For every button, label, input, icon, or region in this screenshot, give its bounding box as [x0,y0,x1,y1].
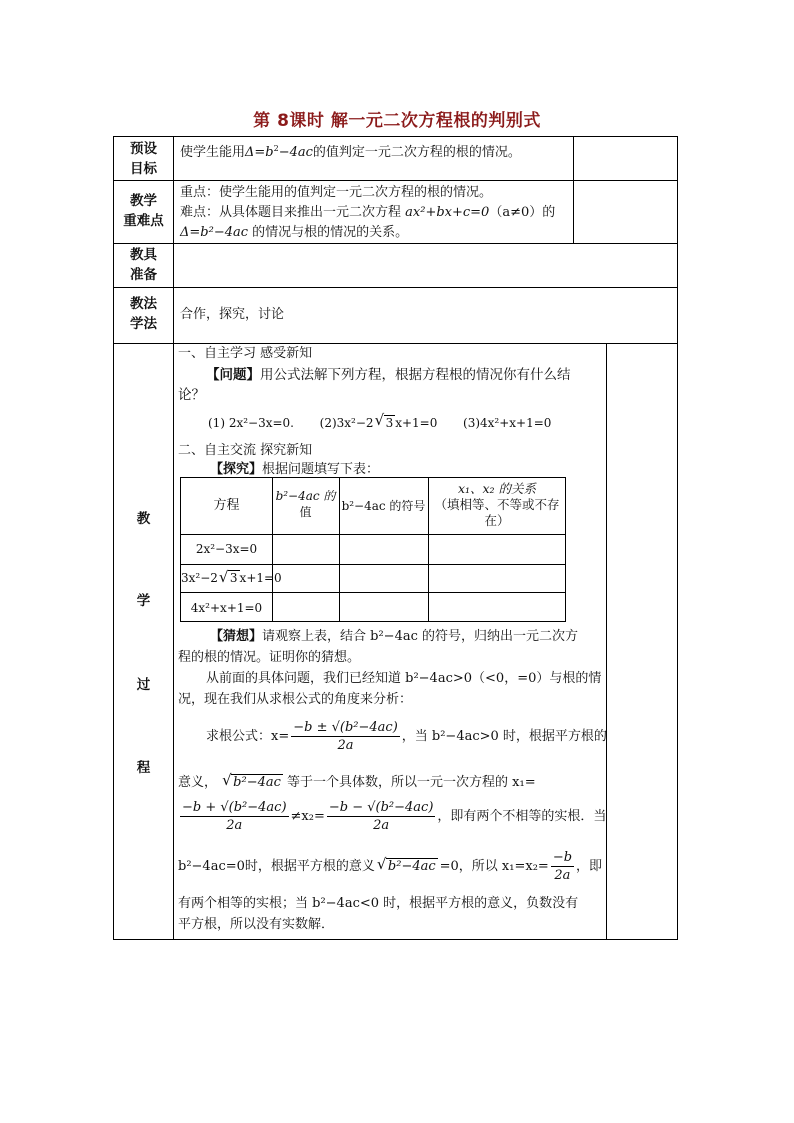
no-root-line: 有两个相等的实根；当 b²−4ac<0 时，根据平方根的意义，负数没有 [178,896,579,911]
table-row-equation-3: 4x²+x+1=0 [190,601,263,615]
section-explore: 二、自主交流 探究新知 [178,443,313,458]
guess-line: 【猜想】请观察上表，结合 b²−4ac 的符号，归纳出一元二次方 [210,629,579,644]
difficulty-line: 难点：从具体题目来推出一元二次方程 ax²+bx+c=0（a≠0）的 [180,205,556,220]
row-divider [181,564,565,565]
method-text: 合作，探究，讨论 [180,307,285,322]
header-equation: 方程 [213,498,240,513]
no-root-line-2: 平方根，所以没有实数解． [178,917,335,932]
key-point-line: 重点：使学生能用的值判定一元二次方程的根的情况。 [180,185,493,200]
goal-text: 使学生能用$\Delta=b^2-4ac$的值判定一元二次方程的根的情况。 [180,144,521,160]
question-line: 【问题】用公式法解下列方程，根据方程根的情况你有什么结 [206,367,571,383]
section-self-study: 一、自主学习 感受新知 [178,346,313,361]
table-row-equation-2: 3x²−2√ 3 x+1=0 [181,570,272,586]
question-line-2: 论？ [178,387,205,403]
explore-line: 【探究】根据问题填写下表： [210,462,380,477]
key-label: 教学 重难点 [123,193,164,229]
row-divider [181,592,565,593]
root-formula-line: 求根公式：x= $\frac{\text{−b ± √(b²−4ac)}}{2a}$ ，当 b²−4ac>0 时，根据平方根的 [206,720,607,753]
row-divider [114,180,677,181]
process-label-4: 程 [136,760,151,776]
header-roots-relation: x₁、x₂ 的关系 （填相等、不等或不存 在） [434,481,560,528]
analysis-line: 从前面的具体问题，我们已经知道 b²−4ac>0（<0，=0）与根的情 [206,671,602,686]
equal-roots-line: b²−4ac=0时，根据平方根的意义 √ b²−4ac =0，所以 x₁=x₂= $\frac{-b}{2a}$ ，即 [178,849,602,884]
explore-table [180,477,566,622]
header-discriminant-sign: b²−4ac 的符号 [341,499,426,513]
tools-label: 教具 准备 [130,247,157,283]
process-label-2: 学 [136,593,151,609]
difficulty-line-2: Δ=b²−4ac 的情况与根的情况的关系。 [180,225,409,240]
meaning-line: 意义， √ b²−4ac 等于一个具体数，所以一元一次方程的 x₁= [178,773,536,793]
goal-label: 预设 目标 [130,141,157,177]
two-roots-line: $\frac{\text{−b + √(b²−4ac)}}{2a}$ ≠x₂= $\frac{\text{−b − √(b²−4ac)}}{2a}$ ，即有两个不相等的实根．当 [182,800,607,833]
guess-line-2: 程的根的情况。证明你的猜想。 [178,650,361,665]
side-column-divider [573,137,574,243]
row-divider [114,287,677,288]
x12-fraction: $\frac{-b}{2a}$ [552,850,573,883]
row-divider [181,534,565,535]
page-title: 第 8课时 解一元二次方程根的判别式 [253,111,541,131]
analysis-line-2: 况，现在我们从求根公式的角度来分析： [178,692,413,707]
x2-fraction: $\frac{\text{−b − √(b²−4ac)}}{2a}$ [328,800,434,833]
table-row-equation-1: 2x²−3x=0 [195,542,258,556]
side-column-divider [606,343,607,939]
x1-fraction: $\frac{\text{−b + √(b²−4ac)}}{2a}$ [182,800,287,833]
root-formula-fraction: $\frac{\text{−b ± √(b²−4ac)}}{2a}$ [293,720,398,753]
equations-line: (1) 2x²−3x=0. (2)3x²−2√ 3 x+1=0 (3)4x²+x+1=0 [208,413,551,433]
process-label-3: 过 [136,677,151,693]
process-label-1: 教 [136,511,151,527]
row-divider [114,243,677,244]
label-column-divider [173,137,174,939]
header-discriminant-value: b²−4ac 的 值 [275,489,336,519]
method-label: 教法 学法 [130,296,157,332]
